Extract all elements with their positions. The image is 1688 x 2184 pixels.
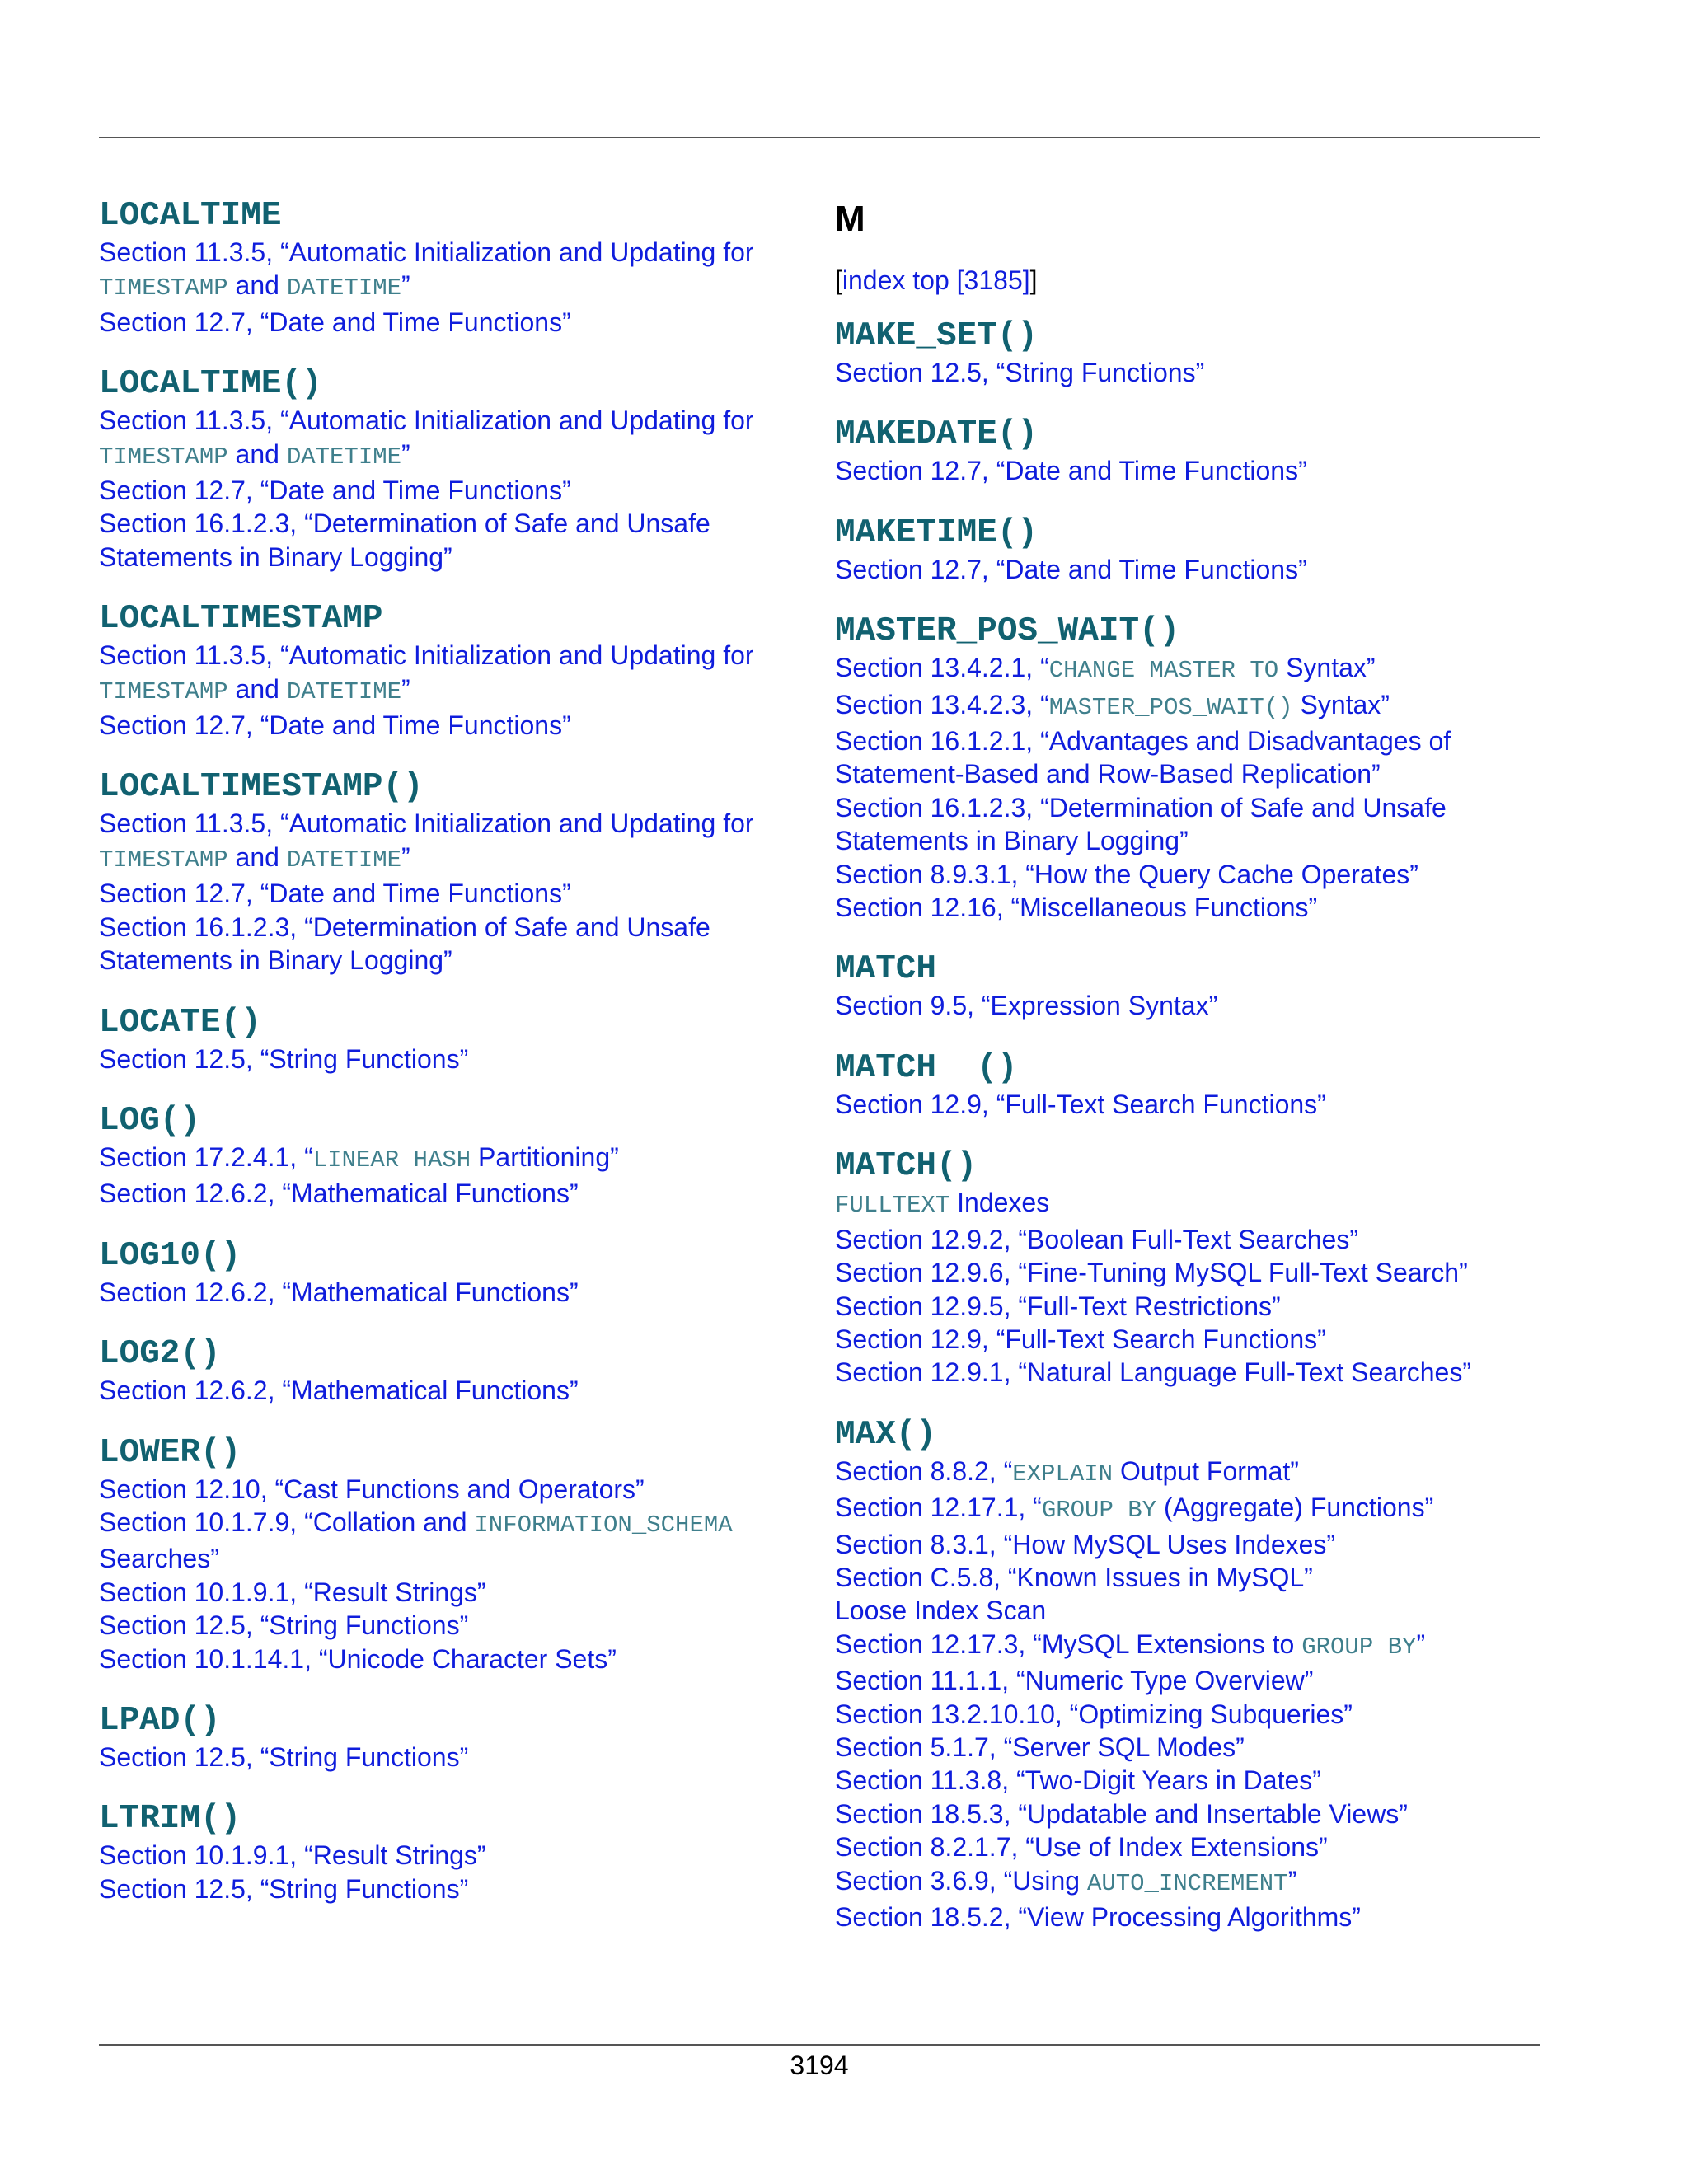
reference-link[interactable] [835, 1223, 1568, 1256]
reference-text: Section 12.6.2, “Mathematical Functions” [99, 1376, 579, 1406]
reference-text: Section 12.9.2, “Boolean Full-Text Searches” [835, 1224, 1358, 1254]
reference-link[interactable] [99, 474, 832, 507]
index-top-link[interactable]: index top [3185] [842, 265, 1030, 295]
reference-text: Statements in Binary Logging” [99, 945, 452, 976]
reference-link[interactable] [99, 1576, 832, 1609]
index-entry [835, 316, 1568, 389]
reference-text: ” [401, 270, 410, 301]
index-term[interactable]: MASTER_POS_WAIT() [835, 612, 1180, 651]
reference-link[interactable] [99, 1276, 832, 1309]
reference-text: Partitioning” [471, 1141, 619, 1172]
reference-text: Section 12.5, “String Functions” [99, 1741, 469, 1772]
bracket-open: [ [835, 265, 842, 295]
reference-link[interactable] [835, 1594, 1568, 1627]
reference-text: Section 12.5, “String Functions” [99, 1043, 469, 1074]
reference-link[interactable] [99, 639, 832, 672]
code-literal: MASTER_POS_WAIT() [1048, 693, 1293, 721]
index-term[interactable]: LOG() [99, 1101, 201, 1140]
reference-link[interactable] [835, 1356, 1568, 1389]
reference-text: Section 8.3.1, “How MySQL Uses Indexes” [835, 1529, 1336, 1559]
index-term[interactable]: LOCALTIME [99, 197, 282, 235]
code-literal: CHANGE MASTER TO [1048, 657, 1279, 685]
reference-text: ” [401, 841, 410, 872]
reference-text: Section 3.6.9, “Using [835, 1865, 1087, 1896]
reference-text: Indexes [950, 1188, 1050, 1218]
reference-text: Section 18.5.3, “Updatable and Insertable Views” [835, 1798, 1408, 1829]
bracket-close: ] [1029, 265, 1038, 295]
reference-text: Section 12.9, “Full-Text Search Functions” [835, 1324, 1326, 1354]
reference-text: ” [1287, 1865, 1297, 1896]
reference-text: Section 8.2.1.7, “Use of Index Extensions” [835, 1832, 1328, 1863]
reference-link[interactable] [835, 791, 1568, 824]
reference-text: ” [401, 673, 410, 704]
index-entry [835, 1048, 1568, 1121]
index-entry [835, 513, 1568, 586]
reference-text: Section 8.8.2, “ [835, 1455, 1013, 1486]
reference-text: Section 12.5, “String Functions” [99, 1873, 469, 1904]
reference-text: Section 11.3.5, “Automatic Initialization and Updating for [99, 640, 754, 671]
reference-text: Section 12.7, “Date and Time Functions” [99, 476, 571, 506]
reference-link[interactable] [99, 673, 832, 709]
reference-text: Syntax” [1292, 689, 1390, 719]
index-entry [835, 612, 1568, 924]
reference-text: ” [401, 438, 410, 469]
reference-text: and [227, 270, 287, 301]
index-term[interactable]: LOCATE() [99, 1003, 261, 1042]
reference-link[interactable] [835, 1455, 1568, 1491]
reference-link[interactable] [835, 1764, 1568, 1797]
reference-link[interactable] [835, 1731, 1568, 1764]
index-term[interactable]: MATCH () [835, 1048, 1018, 1087]
bottom-rule [99, 2044, 1540, 2046]
section-letter-heading: M [835, 199, 865, 239]
index-entry [99, 767, 832, 977]
reference-text: Section 8.9.3.1, “How the Query Cache Operates” [835, 859, 1418, 889]
reference-text: ” [1416, 1629, 1426, 1659]
reference-link[interactable] [99, 1643, 832, 1675]
reference-text: Section 18.5.2, “View Processing Algorithms” [835, 1902, 1361, 1932]
reference-text: Statements in Binary Logging” [835, 826, 1189, 856]
index-entry [99, 599, 832, 742]
index-term[interactable]: MATCH [835, 950, 937, 989]
reference-link[interactable] [835, 1830, 1568, 1863]
reference-link[interactable] [835, 1491, 1568, 1527]
index-entry [99, 1701, 832, 1774]
reference-text: Section 11.3.5, “Automatic Initialization and Updating for [99, 808, 754, 839]
reference-text: Section 16.1.2.3, “Determination of Safe and Unsafe [99, 509, 710, 539]
code-literal: DATETIME [286, 274, 402, 302]
reference-link[interactable] [99, 1741, 832, 1774]
code-literal: EXPLAIN [1012, 1460, 1114, 1488]
reference-text: Section 12.9.6, “Fine-Tuning MySQL Full-Text Search” [835, 1258, 1468, 1288]
reference-text: Statement-Based and Row-Based Replication” [835, 759, 1381, 790]
code-literal: DATETIME [286, 677, 402, 705]
index-entry [99, 1003, 832, 1076]
index-term[interactable]: MAKEDATE() [835, 415, 1039, 454]
reference-link[interactable] [99, 1542, 832, 1575]
reference-text: Section 12.9.5, “Full-Text Restrictions” [835, 1291, 1281, 1321]
reference-link[interactable] [99, 306, 832, 339]
reference-link[interactable] [99, 269, 832, 305]
index-top-line [835, 264, 1568, 297]
reference-text: Section 12.17.1, “ [835, 1493, 1042, 1523]
reference-link[interactable] [835, 824, 1568, 857]
reference-link[interactable] [835, 757, 1568, 790]
reference-text: Loose Index Scan [835, 1596, 1047, 1626]
reference-link[interactable] [835, 1900, 1568, 1933]
top-rule [99, 137, 1540, 138]
reference-link[interactable] [99, 541, 832, 574]
index-entry [835, 949, 1568, 1022]
code-literal: FULLTEXT [835, 1192, 950, 1220]
reference-text: Section 13.4.2.1, “ [835, 653, 1049, 683]
reference-text: Section 16.1.2.3, “Determination of Safe and Unsafe [99, 912, 710, 942]
reference-link[interactable] [835, 1797, 1568, 1830]
index-term[interactable]: LOG2() [99, 1335, 221, 1374]
reference-link[interactable] [835, 724, 1568, 757]
reference-text: Section 11.1.1, “Numeric Type Overview” [835, 1666, 1314, 1696]
index-entry [99, 1799, 832, 1905]
reference-text: Section 12.5, “String Functions” [835, 358, 1205, 387]
index-entry [835, 1146, 1568, 1389]
index-term[interactable]: MAKE_SET() [835, 317, 1039, 355]
reference-text: and [227, 438, 287, 469]
reference-text: Section 16.1.2.1, “Advantages and Disadvantages of [835, 726, 1451, 757]
reference-text: Section 12.9.1, “Natural Language Full-Text Searches” [835, 1357, 1471, 1388]
code-literal: LINEAR HASH [312, 1146, 471, 1174]
reference-text: Section 10.1.7.9, “Collation and [99, 1507, 475, 1537]
reference-link[interactable] [835, 454, 1568, 487]
left-index-column [99, 196, 832, 1931]
index-entry [99, 1236, 832, 1309]
reference-link[interactable] [835, 1088, 1568, 1121]
reference-link[interactable] [99, 1043, 832, 1076]
reference-link[interactable] [835, 1256, 1568, 1289]
reference-text: Syntax” [1278, 653, 1376, 683]
reference-link[interactable] [99, 911, 832, 944]
reference-text: Section 12.6.2, “Mathematical Functions” [99, 1179, 579, 1209]
right-entries [835, 316, 1568, 1933]
code-literal: TIMESTAMP [99, 677, 228, 705]
reference-link[interactable] [99, 807, 832, 840]
reference-text: Section 10.1.9.1, “Result Strings” [99, 1577, 486, 1607]
reference-link[interactable] [99, 1506, 832, 1542]
reference-text: Section 10.1.9.1, “Result Strings” [99, 1840, 486, 1871]
reference-link[interactable] [99, 236, 832, 269]
index-term[interactable]: LPAD() [99, 1701, 221, 1740]
index-entry [835, 415, 1568, 487]
reference-link[interactable] [835, 1323, 1568, 1356]
reference-text: Section 12.9, “Full-Text Search Functions” [835, 1089, 1326, 1119]
code-literal: TIMESTAMP [99, 443, 228, 471]
reference-text: Section 12.7, “Date and Time Functions” [99, 710, 571, 741]
reference-link[interactable] [835, 553, 1568, 586]
index-term[interactable]: LOG10() [99, 1236, 241, 1275]
reference-link[interactable] [835, 1290, 1568, 1323]
right-index-column [835, 194, 1568, 1959]
reference-link[interactable] [835, 858, 1568, 891]
reference-text: Section 5.1.7, “Server SQL Modes” [835, 1732, 1245, 1762]
code-literal: DATETIME [286, 443, 402, 471]
reference-text: Section 13.2.10.10, “Optimizing Subqueries” [835, 1699, 1353, 1729]
reference-link[interactable] [99, 1141, 832, 1177]
reference-link[interactable] [835, 1561, 1568, 1594]
reference-text: (Aggregate) Functions” [1156, 1493, 1434, 1523]
reference-link[interactable] [99, 709, 832, 742]
index-term[interactable]: LTRIM() [99, 1800, 241, 1839]
reference-text: Section 11.3.5, “Automatic Initialization and Updating for [99, 405, 754, 436]
code-literal: TIMESTAMP [99, 846, 228, 874]
reference-link[interactable] [835, 1698, 1568, 1731]
reference-text: Section 12.7, “Date and Time Functions” [835, 554, 1307, 584]
reference-text: and [227, 841, 287, 872]
index-entry [99, 1334, 832, 1407]
reference-text: Statements in Binary Logging” [99, 541, 452, 572]
reference-link[interactable] [99, 1374, 832, 1407]
index-entry [99, 1433, 832, 1675]
reference-text: Section 12.16, “Miscellaneous Functions” [835, 893, 1318, 923]
reference-text: Section 12.5, “String Functions” [99, 1610, 469, 1641]
reference-link[interactable] [835, 989, 1568, 1022]
code-literal: TIMESTAMP [99, 274, 228, 302]
reference-link[interactable] [99, 438, 832, 474]
index-entry [99, 364, 832, 574]
reference-text: Section 12.6.2, “Mathematical Functions” [99, 1277, 579, 1307]
code-literal: GROUP BY [1041, 1497, 1157, 1525]
reference-link[interactable] [835, 1628, 1568, 1664]
code-literal: AUTO_INCREMENT [1086, 1869, 1288, 1897]
reference-text: Section 11.3.5, “Automatic Initialization and Updating for [99, 237, 754, 267]
index-term[interactable]: LOCALTIME() [99, 365, 322, 404]
reference-text: Output Format” [1113, 1455, 1299, 1486]
reference-link[interactable] [835, 356, 1568, 389]
index-term[interactable]: MAX() [835, 1415, 937, 1454]
reference-link[interactable] [99, 1609, 832, 1642]
reference-text: Section 9.5, “Expression Syntax” [835, 991, 1218, 1021]
reference-link[interactable] [835, 891, 1568, 924]
code-literal: INFORMATION_SCHEMA [474, 1511, 733, 1539]
reference-text: Section C.5.8, “Known Issues in MySQL” [835, 1562, 1313, 1592]
reference-link[interactable] [835, 1186, 1568, 1222]
reference-text: Section 17.2.4.1, “ [99, 1141, 313, 1172]
page-number: 3194 [790, 2050, 849, 2080]
index-entry [99, 1101, 832, 1211]
reference-link[interactable] [99, 507, 832, 540]
reference-text: Section 12.7, “Date and Time Functions” [99, 879, 571, 909]
reference-link[interactable] [99, 877, 832, 910]
reference-link[interactable] [835, 1864, 1568, 1900]
reference-link[interactable] [99, 944, 832, 977]
reference-link[interactable] [835, 1664, 1568, 1697]
reference-text: Section 12.7, “Date and Time Functions” [835, 456, 1307, 486]
index-term[interactable]: MATCH() [835, 1147, 978, 1186]
index-entry [99, 196, 832, 339]
index-term[interactable]: LOCALTIMESTAMP [99, 600, 383, 639]
reference-text: Section 13.4.2.3, “ [835, 689, 1049, 719]
reference-text: Section 16.1.2.3, “Determination of Safe and Unsafe [835, 792, 1447, 823]
reference-link[interactable] [99, 1473, 832, 1506]
reference-link[interactable] [99, 1177, 832, 1210]
index-term[interactable]: LOCALTIMESTAMP() [99, 768, 424, 807]
reference-link[interactable] [835, 688, 1568, 724]
reference-link[interactable] [835, 1528, 1568, 1561]
reference-text: Section 10.1.14.1, “Unicode Character Sets” [99, 1643, 617, 1674]
reference-text: Section 12.17.3, “MySQL Extensions to [835, 1629, 1302, 1659]
reference-link[interactable] [835, 651, 1568, 687]
index-term[interactable]: LOWER() [99, 1433, 241, 1472]
reference-link[interactable] [99, 841, 832, 877]
reference-text: and [227, 673, 287, 704]
reference-link[interactable] [99, 1839, 832, 1872]
code-literal: GROUP BY [1301, 1633, 1417, 1661]
reference-text: Section 11.3.8, “Two-Digit Years in Dates” [835, 1765, 1321, 1796]
reference-link[interactable] [99, 404, 832, 437]
index-term[interactable]: MAKETIME() [835, 513, 1039, 552]
code-literal: DATETIME [286, 846, 402, 874]
reference-text: Searches” [99, 1544, 219, 1574]
reference-text: Section 12.7, “Date and Time Functions” [99, 307, 571, 337]
reference-link[interactable] [99, 1872, 832, 1905]
index-entry [835, 1415, 1568, 1934]
reference-text: Section 12.10, “Cast Functions and Operators” [99, 1474, 645, 1504]
